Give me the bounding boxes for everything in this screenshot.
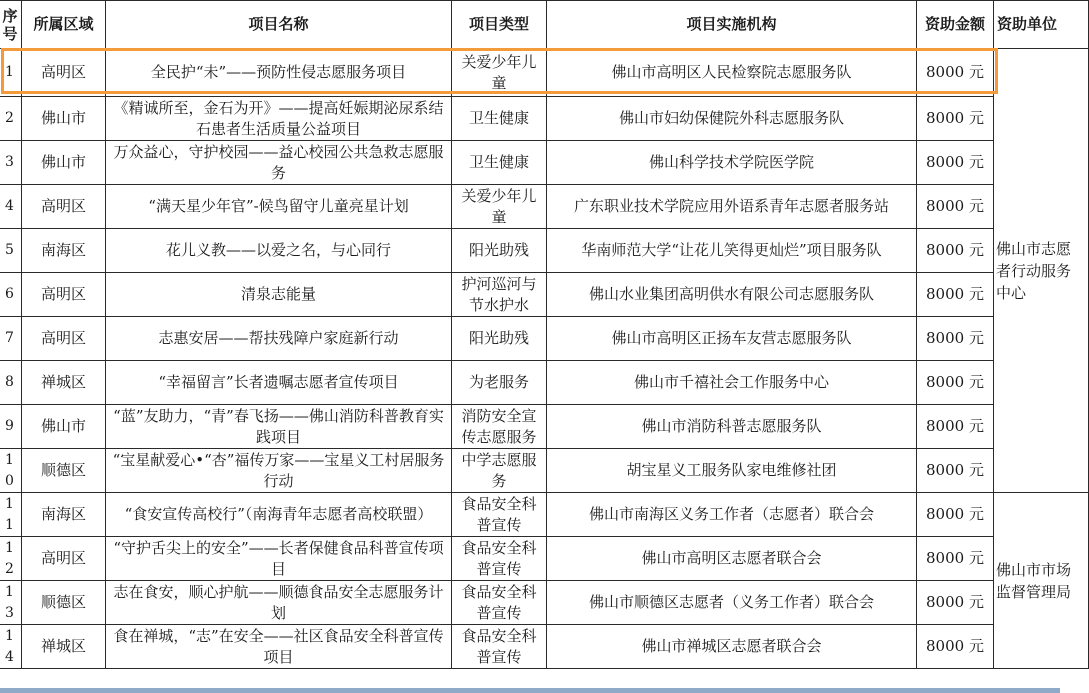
cell-org: 佛山市顺德区志愿者（义务工作者）联合会 — [547, 581, 917, 625]
cell-amount: 8000 元 — [917, 493, 994, 537]
cell-org: 佛山市高明区人民检察院志愿服务队 — [547, 49, 917, 97]
table-row — [0, 317, 1089, 361]
cell-seq: 1 — [0, 49, 22, 97]
cell-org: 佛山市南海区义务工作者（志愿者）联合会 — [547, 493, 917, 537]
header-region: 所属区域 — [22, 1, 106, 49]
cell-name: 食在禅城，“志”在安全——社区食品安全科普宣传项目 — [106, 625, 452, 669]
cell-type: 阳光助残 — [452, 317, 547, 361]
cell-amount: 8000 元 — [917, 229, 994, 273]
cell-name: 万众益心，守护校园——益心校园公共急救志愿服务 — [106, 141, 452, 185]
cell-amount: 8000 元 — [917, 317, 994, 361]
cell-region: 高明区 — [22, 273, 106, 317]
table-row — [0, 229, 1089, 273]
cell-name: “蓝”友助力，“青”春飞扬——佛山消防科普教育实践项目 — [106, 405, 452, 449]
table-row — [0, 537, 1089, 581]
cell-seq: 5 — [0, 229, 22, 273]
header-org: 项目实施机构 — [547, 1, 917, 49]
header-amount: 资助金额 — [917, 1, 994, 49]
cell-region: 佛山市 — [22, 97, 106, 141]
cell-region: 高明区 — [22, 185, 106, 229]
cell-amount: 8000 元 — [917, 537, 994, 581]
cell-seq: 12 — [0, 537, 22, 581]
cell-name: “食安宣传高校行”（南海青年志愿者高校联盟） — [106, 493, 452, 537]
cell-org: 佛山科学技术学院医学院 — [547, 141, 917, 185]
cell-type: 食品安全科普宣传 — [452, 581, 547, 625]
cell-amount: 8000 元 — [917, 273, 994, 317]
table-row — [0, 141, 1089, 185]
cell-seq: 8 — [0, 361, 22, 405]
cell-seq: 7 — [0, 317, 22, 361]
cell-type: 食品安全科普宣传 — [452, 493, 547, 537]
cell-amount: 8000 元 — [917, 405, 994, 449]
cell-type: 消防安全宣传志愿服务 — [452, 405, 547, 449]
cell-org: 华南师范大学“让花儿笑得更灿烂”项目服务队 — [547, 229, 917, 273]
cell-type: 关爱少年儿童 — [452, 185, 547, 229]
cell-region: 南海区 — [22, 493, 106, 537]
table-row — [0, 449, 1089, 493]
cell-region: 顺德区 — [22, 449, 106, 493]
cell-region: 禅城区 — [22, 361, 106, 405]
cell-seq: 3 — [0, 141, 22, 185]
cell-region: 顺德区 — [22, 581, 106, 625]
cell-org: 佛山水业集团高明供水有限公司志愿服务队 — [547, 273, 917, 317]
cell-type: 护河巡河与节水护水 — [452, 273, 547, 317]
cell-type: 阳光助残 — [452, 229, 547, 273]
table-row — [0, 625, 1089, 669]
cell-org: 佛山市妇幼保健院外科志愿服务队 — [547, 97, 917, 141]
cell-amount: 8000 元 — [917, 49, 994, 97]
cell-amount: 8000 元 — [917, 449, 994, 493]
bottom-edge-bar — [0, 688, 1060, 693]
cell-type: 卫生健康 — [452, 97, 547, 141]
table-row — [0, 493, 1089, 537]
table-header-row — [0, 1, 1089, 49]
table-row — [0, 361, 1089, 405]
cell-type: 中学志愿服务 — [452, 449, 547, 493]
cell-amount: 8000 元 — [917, 625, 994, 669]
table-row — [0, 97, 1089, 141]
cell-amount: 8000 元 — [917, 185, 994, 229]
header-sponsor: 资助单位 — [994, 1, 1089, 49]
cell-name: 花儿义教——以爱之名，与心同行 — [106, 229, 452, 273]
cell-type: 为老服务 — [452, 361, 547, 405]
cell-name: “守护舌尖上的安全”——长者保健食品科普宣传项目 — [106, 537, 452, 581]
cell-type: 食品安全科普宣传 — [452, 625, 547, 669]
cell-name: 全民护“未”——预防性侵志愿服务项目 — [106, 49, 452, 97]
table-row — [0, 405, 1089, 449]
cell-org: 广东职业技术学院应用外语系青年志愿者服务站 — [547, 185, 917, 229]
cell-seq: 9 — [0, 405, 22, 449]
cell-name: “幸福留言”长者遗嘱志愿者宣传项目 — [106, 361, 452, 405]
cell-region: 佛山市 — [22, 141, 106, 185]
table-row — [0, 49, 1089, 97]
cell-org: 佛山市禅城区志愿者联合会 — [547, 625, 917, 669]
cell-sponsor-2: 佛山市市场监督管理局 — [994, 493, 1089, 669]
cell-name: 志在食安，顺心护航——顺德食品安全志愿服务计划 — [106, 581, 452, 625]
cell-amount: 8000 元 — [917, 581, 994, 625]
cell-seq: 4 — [0, 185, 22, 229]
cell-amount: 8000 元 — [917, 361, 994, 405]
cell-region: 高明区 — [22, 317, 106, 361]
cell-org: 佛山市高明区正扬车友营志愿服务队 — [547, 317, 917, 361]
cell-region: 佛山市 — [22, 405, 106, 449]
cell-seq: 11 — [0, 493, 22, 537]
cell-name: “满天星少年官”-候鸟留守儿童亮星计划 — [106, 185, 452, 229]
cell-seq: 10 — [0, 449, 22, 493]
cell-amount: 8000 元 — [917, 141, 994, 185]
cell-name: 志惠安居——帮扶残障户家庭新行动 — [106, 317, 452, 361]
cell-region: 高明区 — [22, 49, 106, 97]
cell-region: 禅城区 — [22, 625, 106, 669]
cell-name: “宝星献爱心•“杏”福传万家——宝星义工村居服务行动 — [106, 449, 452, 493]
table-row — [0, 273, 1089, 317]
cell-name: 《精诚所至，金石为开》——提高妊娠期泌尿系结石患者生活质量公益项目 — [106, 97, 452, 141]
table-row — [0, 185, 1089, 229]
cell-org: 佛山市消防科普志愿服务队 — [547, 405, 917, 449]
cell-sponsor-1: 佛山市志愿者行动服务中心 — [994, 49, 1089, 493]
header-type: 项目类型 — [452, 1, 547, 49]
cell-seq: 13 — [0, 581, 22, 625]
cell-amount: 8000 元 — [917, 97, 994, 141]
table-row — [0, 581, 1089, 625]
cell-seq: 14 — [0, 625, 22, 669]
cell-type: 关爱少年儿童 — [452, 49, 547, 97]
cell-seq: 6 — [0, 273, 22, 317]
cell-seq: 2 — [0, 97, 22, 141]
cell-type: 卫生健康 — [452, 141, 547, 185]
header-seq: 序号 — [0, 1, 22, 49]
cell-name: 清泉志能量 — [106, 273, 452, 317]
header-name: 项目名称 — [106, 1, 452, 49]
cell-org: 佛山市高明区志愿者联合会 — [547, 537, 917, 581]
cell-org: 佛山市千禧社会工作服务中心 — [547, 361, 917, 405]
cell-region: 南海区 — [22, 229, 106, 273]
cell-type: 食品安全科普宣传 — [452, 537, 547, 581]
cell-org: 胡宝星义工服务队家电维修社团 — [547, 449, 917, 493]
cell-region: 高明区 — [22, 537, 106, 581]
